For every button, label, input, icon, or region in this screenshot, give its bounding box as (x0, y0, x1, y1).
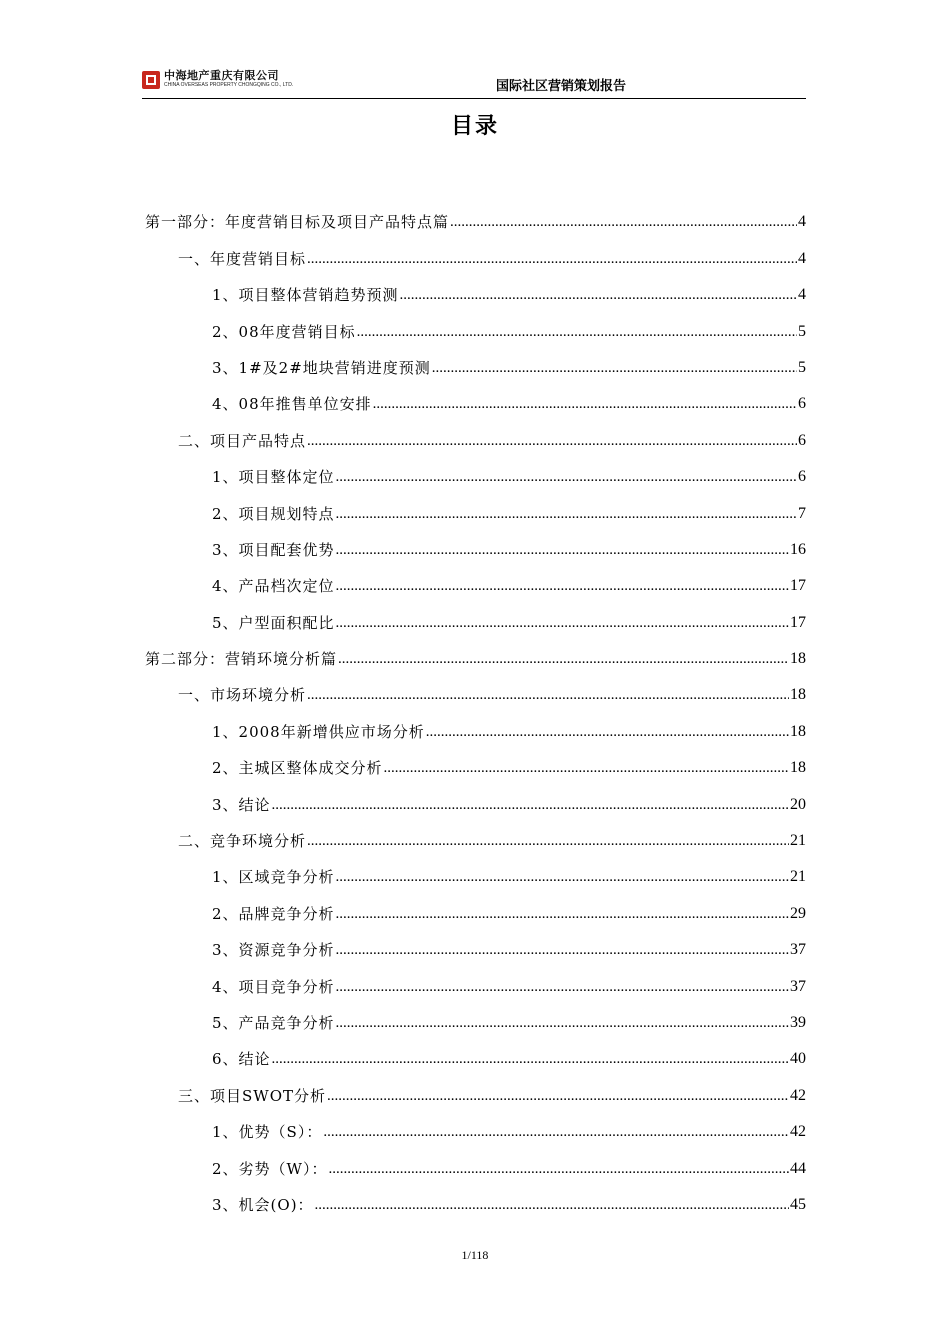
toc-entry[interactable] (145, 1142, 806, 1178)
company-logo-icon (142, 71, 160, 89)
toc-entry[interactable] (145, 1179, 806, 1215)
toc-entry[interactable] (145, 997, 806, 1033)
toc-entry-title: 一、市场环境分析 (178, 686, 307, 705)
toc-entry[interactable] (145, 924, 806, 960)
toc-entry[interactable] (145, 1069, 806, 1105)
toc-dot-leader (272, 1049, 789, 1069)
toc-entry[interactable] (145, 524, 806, 560)
toc-entry[interactable] (145, 1033, 806, 1069)
toc-entry[interactable] (145, 669, 806, 705)
company-logo (142, 70, 293, 89)
toc-dot-leader (336, 613, 789, 633)
toc-entry-title: 5、户型面积配比 (212, 613, 335, 632)
toc-entry-title: 3、机会(O)： (212, 1195, 314, 1214)
toc-dot-leader (336, 904, 789, 924)
toc-entry[interactable] (145, 342, 806, 378)
toc-entry-title: 4、产品档次定位 (212, 577, 335, 596)
toc-dot-leader (336, 504, 797, 524)
toc-entry-title: 二、项目产品特点 (178, 431, 307, 450)
toc-entry-title: 2、品牌竞争分析 (212, 904, 335, 923)
toc-dot-leader (327, 1086, 789, 1106)
toc-entry-title: 3、1#及2#地块营销进度预测 (212, 358, 431, 377)
toc-entry-title: 4、项目竞争分析 (212, 977, 335, 996)
page-number: 1/118 (461, 1248, 489, 1262)
toc-entry-page: 6 (798, 431, 806, 449)
toc-entry[interactable] (145, 778, 806, 814)
toc-entry-page: 16 (790, 540, 806, 558)
toc-dot-leader (400, 285, 797, 305)
toc-entry-page: 18 (790, 650, 806, 668)
toc-entry-page: 6 (798, 468, 806, 486)
toc-dot-leader (307, 249, 797, 269)
toc-entry[interactable] (145, 269, 806, 305)
toc-dot-leader (338, 649, 789, 669)
toc-entry[interactable] (145, 378, 806, 414)
toc-entry[interactable] (145, 887, 806, 923)
toc-entry-title: 4、08年推售单位安排 (212, 395, 372, 414)
toc-entry-title: 二、竞争环境分析 (178, 832, 307, 851)
toc-dot-leader (336, 467, 797, 487)
toc-dot-leader (336, 977, 789, 997)
toc-entry-page: 18 (790, 759, 806, 777)
company-name-cn: 中海地产重庆有限公司 (164, 69, 279, 82)
toc-entry-title: 2、主城区整体成交分析 (212, 759, 383, 778)
company-name-en: CHINA OVERSEAS PROPERTY CHONGQING CO., LTD. (164, 82, 294, 88)
toc-entry[interactable] (145, 196, 806, 232)
page-header (142, 66, 806, 99)
toc-entry[interactable] (145, 596, 806, 632)
table-of-contents (145, 196, 806, 1215)
toc-entry-page: 20 (790, 795, 806, 813)
toc-entry-page: 29 (790, 904, 806, 922)
page-title: 目录 (450, 114, 499, 139)
toc-entry-title: 1、项目整体定位 (212, 468, 335, 487)
toc-entry-page: 40 (790, 1050, 806, 1068)
toc-entry-page: 4 (798, 213, 806, 231)
toc-entry[interactable] (145, 414, 806, 450)
toc-dot-leader (357, 322, 797, 342)
toc-entry-page: 4 (798, 249, 806, 267)
toc-entry[interactable] (145, 560, 806, 596)
toc-entry-page: 4 (798, 286, 806, 304)
toc-entry-page: 6 (798, 395, 806, 413)
toc-entry-title: 2、项目规划特点 (212, 504, 335, 523)
toc-entry[interactable] (145, 705, 806, 741)
toc-dot-leader (272, 795, 789, 815)
toc-entry[interactable] (145, 960, 806, 996)
toc-dot-leader (450, 212, 797, 232)
toc-entry-title: 1、优势（S）： (212, 1123, 323, 1142)
report-title: 国际社区营销策划报告 (495, 79, 626, 94)
toc-entry-page: 17 (790, 613, 806, 631)
toc-entry-title: 3、资源竞争分析 (212, 941, 335, 960)
toc-entry-title: 2、劣势（W）： (212, 1159, 328, 1178)
toc-entry[interactable] (145, 487, 806, 523)
toc-entry[interactable] (145, 742, 806, 778)
toc-entry-page: 18 (790, 686, 806, 704)
toc-entry-title: 1、区域竞争分析 (212, 868, 335, 887)
toc-entry-page: 21 (790, 832, 806, 850)
toc-entry-page: 18 (790, 722, 806, 740)
toc-entry-page: 37 (790, 977, 806, 995)
toc-dot-leader (336, 867, 789, 887)
toc-dot-leader (384, 758, 789, 778)
toc-entry-page: 17 (790, 577, 806, 595)
toc-entry-page: 42 (790, 1086, 806, 1104)
toc-dot-leader (373, 394, 797, 414)
toc-entry-title: 5、产品竞争分析 (212, 1013, 335, 1032)
toc-entry[interactable] (145, 451, 806, 487)
toc-entry-title: 第二部分：营销环境分析篇 (145, 650, 338, 669)
toc-dot-leader (336, 576, 789, 596)
toc-entry-title: 一、年度营销目标 (178, 249, 307, 268)
toc-dot-leader (336, 540, 789, 560)
toc-dot-leader (336, 1013, 789, 1033)
toc-entry-page: 45 (790, 1195, 806, 1213)
toc-dot-leader (307, 831, 789, 851)
toc-entry-title: 三、项目SWOT分析 (178, 1086, 326, 1105)
toc-dot-leader (323, 1122, 789, 1142)
toc-entry-page: 42 (790, 1123, 806, 1141)
toc-entry-title: 2、08年度营销目标 (212, 322, 356, 341)
toc-dot-leader (328, 1159, 789, 1179)
toc-dot-leader (315, 1195, 789, 1215)
toc-entry[interactable] (145, 633, 806, 669)
toc-entry-title: 6、结论 (212, 1050, 271, 1069)
toc-dot-leader (336, 940, 789, 960)
toc-entry-page: 7 (798, 504, 806, 522)
toc-entry-page: 21 (790, 868, 806, 886)
toc-entry[interactable] (145, 305, 806, 341)
toc-dot-leader (432, 358, 797, 378)
toc-entry[interactable] (145, 232, 806, 268)
toc-entry-title: 3、结论 (212, 795, 271, 814)
toc-entry-title: 1、2008年新增供应市场分析 (212, 722, 425, 741)
toc-entry-title: 3、项目配套优势 (212, 540, 335, 559)
toc-entry-title: 第一部分：年度营销目标及项目产品特点篇 (145, 213, 450, 232)
toc-dot-leader (307, 431, 797, 451)
toc-dot-leader (426, 722, 789, 742)
toc-entry-page: 5 (798, 358, 806, 376)
toc-entry-page: 44 (790, 1159, 806, 1177)
toc-entry-page: 5 (798, 322, 806, 340)
toc-entry-page: 39 (790, 1013, 806, 1031)
toc-entry[interactable] (145, 815, 806, 851)
toc-entry[interactable] (145, 1106, 806, 1142)
toc-dot-leader (307, 685, 789, 705)
toc-entry[interactable] (145, 851, 806, 887)
toc-entry-page: 37 (790, 941, 806, 959)
toc-entry-title: 1、项目整体营销趋势预测 (212, 286, 399, 305)
